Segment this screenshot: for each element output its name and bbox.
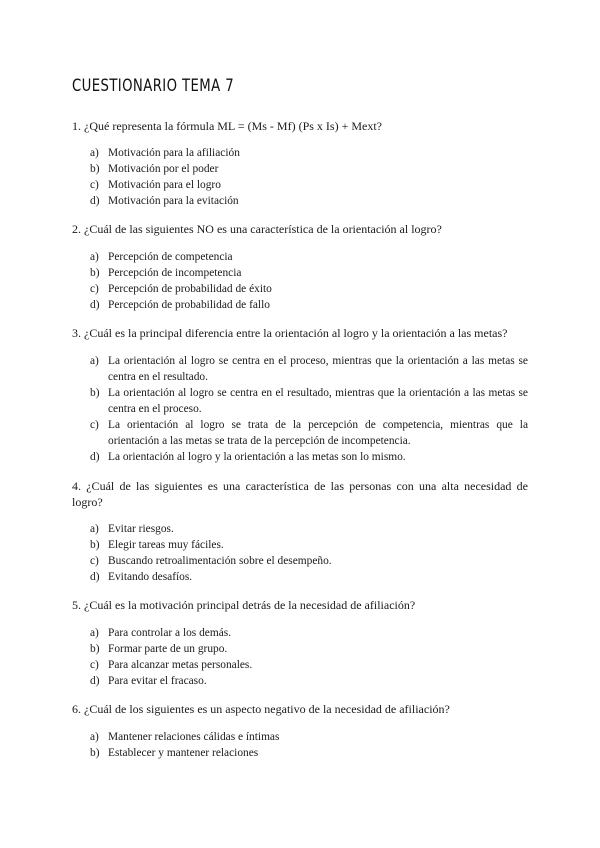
option-text: Para evitar el fracaso. (108, 675, 207, 687)
option-text: Para alcanzar metas personales. (108, 659, 253, 671)
option-letter: a) (90, 147, 99, 159)
option-text: Formar parte de un grupo. (108, 643, 228, 655)
option-letter: a) (90, 627, 99, 639)
option-a (90, 521, 528, 537)
question-1: 1. ¿Qué representa la fórmula ML = (Ms - Mf) (Ps x Is) + Mext? (72, 119, 383, 133)
question-3: 3. ¿Cuál es la principal diferencia entre la orientación al logro y la orientación a las metas? (72, 326, 508, 340)
option-c (90, 177, 528, 193)
option-a (90, 353, 528, 385)
question-4-options (90, 521, 528, 585)
option-text: Motivación por el poder (108, 163, 219, 175)
option-letter: d) (90, 451, 100, 463)
option-d (90, 569, 528, 585)
option-letter: d) (90, 299, 100, 311)
question-2-options (90, 249, 528, 313)
option-text: Percepción de probabilidad de éxito (108, 283, 272, 295)
option-text: Buscando retroalimentación sobre el desempeño. (108, 555, 332, 567)
option-letter: a) (90, 731, 99, 743)
option-letter: c) (90, 283, 99, 295)
option-letter: c) (90, 555, 99, 567)
question-1-options (90, 145, 528, 209)
option-text: Elegir tareas muy fáciles. (108, 539, 224, 551)
option-d (90, 673, 528, 689)
option-b (90, 161, 528, 177)
option-text: Motivación para la afiliación (108, 147, 240, 159)
option-letter: c) (90, 659, 99, 671)
option-a (90, 249, 528, 265)
option-letter: b) (90, 539, 100, 551)
option-letter: b) (90, 643, 100, 655)
option-text: La orientación al logro se trata de la percepción de competencia, mientras que la orientación a las metas se trata de la percepción de incompetencia. (108, 419, 528, 447)
option-text: Percepción de probabilidad de fallo (108, 299, 270, 311)
option-text: La orientación al logro se centra en el resultado, mientras que la orientación a las metas se centra en el proceso. (108, 387, 528, 415)
question-3-options (90, 353, 528, 465)
option-c (90, 417, 528, 449)
option-text: Evitar riesgos. (108, 523, 174, 535)
option-text: Percepción de incompetencia (108, 267, 242, 279)
option-b (90, 641, 528, 657)
option-c (90, 553, 528, 569)
question-5: 5. ¿Cuál es la motivación principal detrás de la necesidad de afiliación? (72, 598, 416, 612)
option-a (90, 145, 528, 161)
option-letter: b) (90, 387, 100, 399)
option-b (90, 537, 528, 553)
option-b (90, 745, 528, 761)
question-2: 2. ¿Cuál de las siguientes NO es una característica de la orientación al logro? (72, 222, 442, 236)
option-c (90, 281, 528, 297)
option-text: Mantener relaciones cálidas e íntimas (108, 731, 280, 743)
option-d (90, 193, 528, 209)
question-5-options (90, 625, 528, 689)
option-letter: d) (90, 675, 100, 687)
option-text: La orientación al logro y la orientación a las metas son lo mismo. (108, 451, 406, 463)
option-a (90, 729, 528, 745)
option-b (90, 385, 528, 417)
option-letter: a) (90, 523, 99, 535)
option-text: Evitando desafíos. (108, 571, 193, 583)
option-d (90, 449, 528, 465)
option-d (90, 297, 528, 313)
option-letter: d) (90, 571, 100, 583)
option-text: Motivación para el logro (108, 179, 221, 191)
option-letter: a) (90, 251, 99, 263)
option-text: La orientación al logro se centra en el proceso, mientras que la orientación a las metas se centra en el resultado. (108, 355, 528, 383)
question-4: 4. ¿Cuál de las siguientes es una característica de las personas con una alta necesidad de logro? (72, 479, 528, 509)
option-letter: a) (90, 355, 99, 367)
option-letter: c) (90, 419, 99, 431)
option-b (90, 265, 528, 281)
option-text: Percepción de competencia (108, 251, 233, 263)
question-6-options (90, 729, 528, 761)
option-letter: c) (90, 179, 99, 191)
option-a (90, 625, 528, 641)
option-letter: b) (90, 163, 100, 175)
option-letter: b) (90, 267, 100, 279)
option-text: Para controlar a los demás. (108, 627, 232, 639)
option-letter: d) (90, 195, 100, 207)
page-title: CUESTIONARIO TEMA 7 (72, 76, 235, 96)
option-letter: b) (90, 747, 100, 759)
question-6: 6. ¿Cuál de los siguientes es un aspecto negativo de la necesidad de afiliación? (72, 702, 450, 716)
option-c (90, 657, 528, 673)
option-text: Establecer y mantener relaciones (108, 747, 259, 759)
option-text: Motivación para la evitación (108, 195, 239, 207)
